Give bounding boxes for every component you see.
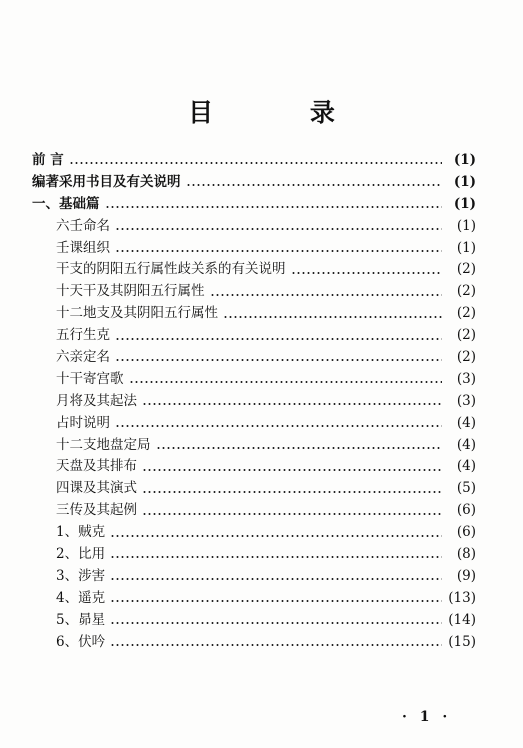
toc-entry-page: (4) [456, 458, 476, 475]
toc-entry [32, 216, 476, 238]
dot-leader [69, 162, 442, 164]
dot-leader [115, 250, 442, 252]
toc-entry-page: (13) [448, 589, 476, 606]
toc-entry [32, 566, 476, 588]
toc-entry [32, 413, 476, 435]
dot-leader [115, 228, 442, 230]
dot-leader [142, 513, 442, 515]
toc-entry-label: 占时说明 [56, 414, 110, 431]
toc-entry-label: 2、比用 [56, 546, 106, 563]
toc-entry-label: 天盘及其排布 [56, 458, 137, 475]
toc-entry-page: (6) [456, 524, 476, 541]
toc-entry [32, 194, 476, 216]
toc-entry-label: 5、昴星 [56, 611, 106, 628]
dot-leader [129, 381, 443, 383]
toc-entry-label: 干支的阴阳五行属性歧关系的有关说明 [56, 261, 286, 278]
toc-entry-page: (4) [456, 414, 476, 431]
toc-entry [32, 369, 476, 391]
dot-leader [291, 272, 443, 274]
toc-entry-page: (9) [456, 567, 476, 584]
toc-entry-label: 一、基础篇 [32, 195, 100, 212]
toc-entry [32, 500, 476, 522]
toc-entry [32, 456, 476, 478]
toc-entry-page: (1) [453, 195, 476, 212]
toc-entry [32, 478, 476, 500]
dot-leader [115, 338, 442, 340]
dot-leader [110, 556, 442, 558]
toc-entry-label: 壬课组织 [56, 239, 110, 256]
dot-leader [110, 578, 442, 580]
toc-entry-label: 月将及其起法 [56, 392, 137, 409]
table-of-contents [32, 150, 476, 653]
toc-entry-page: (2) [456, 305, 476, 322]
toc-entry-page: (15) [448, 633, 476, 650]
toc-entry-page: (2) [456, 261, 476, 278]
page-title: 目 录 [188, 98, 379, 127]
toc-entry [32, 435, 476, 457]
dot-leader [142, 491, 442, 493]
toc-entry [32, 238, 476, 260]
toc-entry-label: 1、贼克 [56, 524, 106, 541]
toc-entry [32, 588, 476, 610]
toc-entry-page: (1) [456, 239, 476, 256]
dot-leader [210, 294, 443, 296]
toc-entry-label: 六亲定名 [56, 349, 110, 366]
toc-entry-page: (1) [456, 217, 476, 234]
toc-entry-page: (1) [453, 173, 476, 190]
dot-leader [105, 206, 443, 208]
dot-leader [156, 447, 443, 449]
dot-leader [223, 316, 442, 318]
toc-entry-page: (2) [456, 349, 476, 366]
toc-entry [32, 391, 476, 413]
dot-leader [186, 184, 443, 186]
toc-entry [32, 522, 476, 544]
dot-leader [110, 622, 442, 624]
toc-entry-page: (8) [456, 546, 476, 563]
toc-entry [32, 544, 476, 566]
toc-entry-page: (5) [456, 480, 476, 497]
toc-entry-page: (14) [448, 611, 476, 628]
toc-entry-label: 六壬命名 [56, 217, 110, 234]
toc-entry-label: 编著采用书目及有关说明 [32, 173, 181, 190]
toc-entry-label: 三传及其起例 [56, 502, 137, 519]
toc-entry-label: 4、遥克 [56, 589, 106, 606]
page-number: · 1 · [402, 709, 452, 725]
toc-entry-label: 十天干及其阴阳五行属性 [56, 283, 205, 300]
dot-leader [110, 600, 442, 602]
toc-entry-page: (3) [456, 392, 476, 409]
toc-entry [32, 347, 476, 369]
toc-entry-label: 十二地支及其阴阳五行属性 [56, 305, 218, 322]
toc-entry-label: 6、伏吟 [56, 633, 106, 650]
toc-entry-page: (4) [456, 436, 476, 453]
toc-entry-page: (3) [456, 370, 476, 387]
dot-leader [110, 535, 442, 537]
toc-entry-label: 五行生克 [56, 327, 110, 344]
toc-entry [32, 610, 476, 632]
dot-leader [115, 359, 442, 361]
toc-entry-label: 四课及其演式 [56, 480, 137, 497]
toc-entry [32, 150, 476, 172]
toc-entry-label: 十干寄宫歌 [56, 370, 124, 387]
toc-entry-page: (2) [456, 327, 476, 344]
dot-leader [115, 425, 442, 427]
toc-entry-label: 十二支地盘定局 [56, 436, 151, 453]
toc-entry-page: (1) [453, 152, 476, 168]
dot-leader [110, 644, 442, 646]
toc-entry [32, 303, 476, 325]
toc-entry [32, 172, 476, 194]
toc-entry [32, 259, 476, 281]
toc-entry [32, 632, 476, 654]
toc-entry-label: 3、涉害 [56, 567, 106, 584]
dot-leader [142, 469, 442, 471]
toc-entry [32, 281, 476, 303]
toc-entry [32, 325, 476, 347]
toc-entry-label: 前 言 [32, 152, 64, 168]
toc-entry-page: (2) [456, 283, 476, 300]
toc-entry-page: (6) [456, 502, 476, 519]
dot-leader [142, 403, 442, 405]
